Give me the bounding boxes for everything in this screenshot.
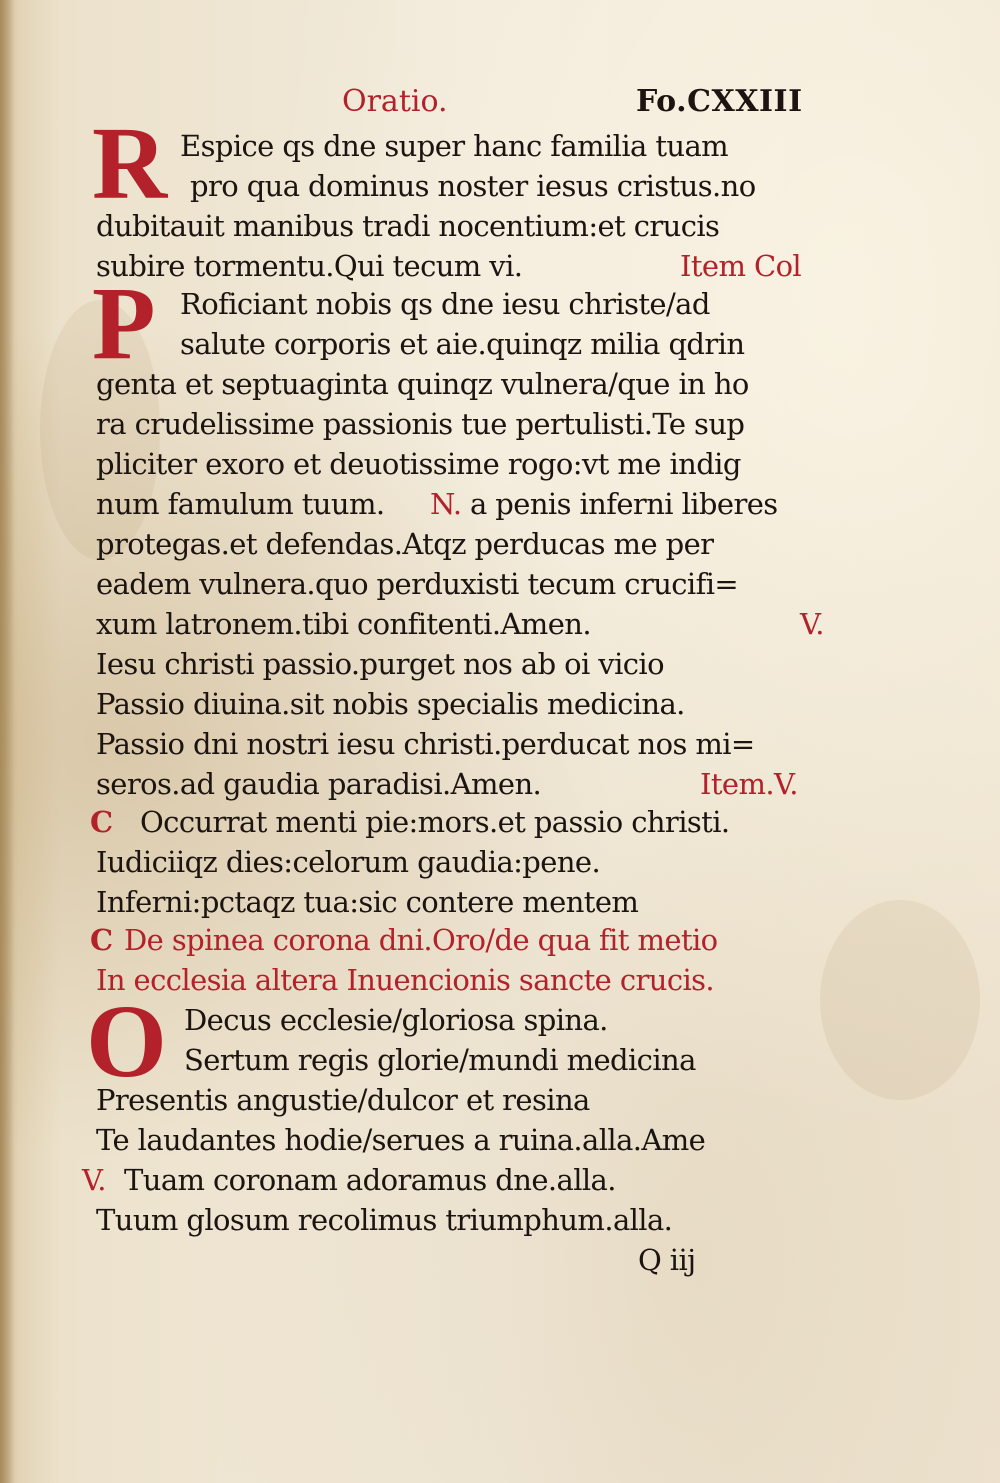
- text-line: Iudiciiqz dies:celorum gaudia:pene.: [96, 845, 601, 879]
- text-line: seros.ad gaudia paradisi.Amen.: [96, 767, 542, 801]
- text-line: pliciter exoro et deuotissime rogo:vt me indig: [96, 447, 741, 481]
- rubric-heading: In ecclesia altera Inuencionis sancte crucis.: [96, 963, 715, 997]
- text-line: Roficiant nobis qs dne iesu christe/ad: [180, 287, 710, 321]
- pilcrow-mark: C: [90, 805, 113, 839]
- drop-cap-p: P: [92, 266, 156, 381]
- text-line: Presentis angustie/dulcor et resina: [96, 1083, 590, 1117]
- text-line: genta et septuaginta quinqz vulnera/que in ho: [96, 367, 749, 401]
- gutter-shadow: [0, 0, 14, 1483]
- text-line: xum latronem.tibi confitenti.Amen.: [96, 607, 591, 641]
- text-line: ra crudelissime passionis tue pertulisti.Te sup: [96, 407, 745, 441]
- rubric-item-versicle: Item.V.: [700, 767, 798, 801]
- section-label: Oratio.: [342, 84, 448, 119]
- text-line: Tuam coronam adoramus dne.alla.: [124, 1163, 616, 1197]
- text-line: Iesu christi passio.purget nos ab oi vicio: [96, 647, 664, 681]
- text-line: subire tormentu.Qui tecum vi.: [96, 249, 523, 283]
- text-line: Sertum regis glorie/mundi medicina: [184, 1043, 696, 1077]
- rubric-n-mark: N.: [430, 487, 462, 521]
- rubric-item-col: Item Col: [680, 249, 802, 283]
- text-line: Passio dni nostri iesu christi.perducat nos mi=: [96, 727, 755, 761]
- text-line: Passio diuina.sit nobis specialis medicina.: [96, 687, 685, 721]
- text-line: Occurrat menti pie:mors.et passio christi.: [140, 805, 730, 839]
- text-line: salute corporis et aie.quinqz milia qdrin: [180, 327, 745, 361]
- folio-number: Fo.CXXIII: [636, 84, 803, 119]
- text-line: Espice qs dne super hanc familia tuam: [180, 129, 729, 163]
- rubric-versicle: V.: [800, 607, 824, 641]
- text-line: num famulum tuum.: [96, 487, 385, 521]
- text-line: Tuum glosum recolimus triumphum.alla.: [96, 1203, 673, 1237]
- text-line: Te laudantes hodie/serues a ruina.alla.Ame: [96, 1123, 706, 1157]
- text-line: protegas.et defendas.Atqz perducas me per: [96, 527, 714, 561]
- text-line: dubitauit manibus tradi nocentium:et crucis: [96, 209, 720, 243]
- paper-stain: [820, 900, 980, 1100]
- text-line: a penis inferni liberes: [470, 487, 778, 521]
- signature-mark: Q iij: [638, 1243, 696, 1277]
- text-line: eadem vulnera.quo perduxisti tecum crucifi=: [96, 567, 739, 601]
- drop-cap-o: O: [86, 984, 167, 1099]
- rubric-heading: De spinea corona dni.Oro/de qua fit metio: [124, 923, 718, 957]
- text-line: Inferni:pctaqz tua:sic contere mentem: [96, 885, 639, 919]
- text-line: pro qua dominus noster iesus cristus.no: [190, 169, 756, 203]
- text-line: Decus ecclesie/gloriosa spina.: [184, 1003, 608, 1037]
- drop-cap-r: R: [92, 106, 168, 221]
- rubric-versicle: V.: [82, 1163, 106, 1197]
- pilcrow-mark: C: [90, 923, 113, 957]
